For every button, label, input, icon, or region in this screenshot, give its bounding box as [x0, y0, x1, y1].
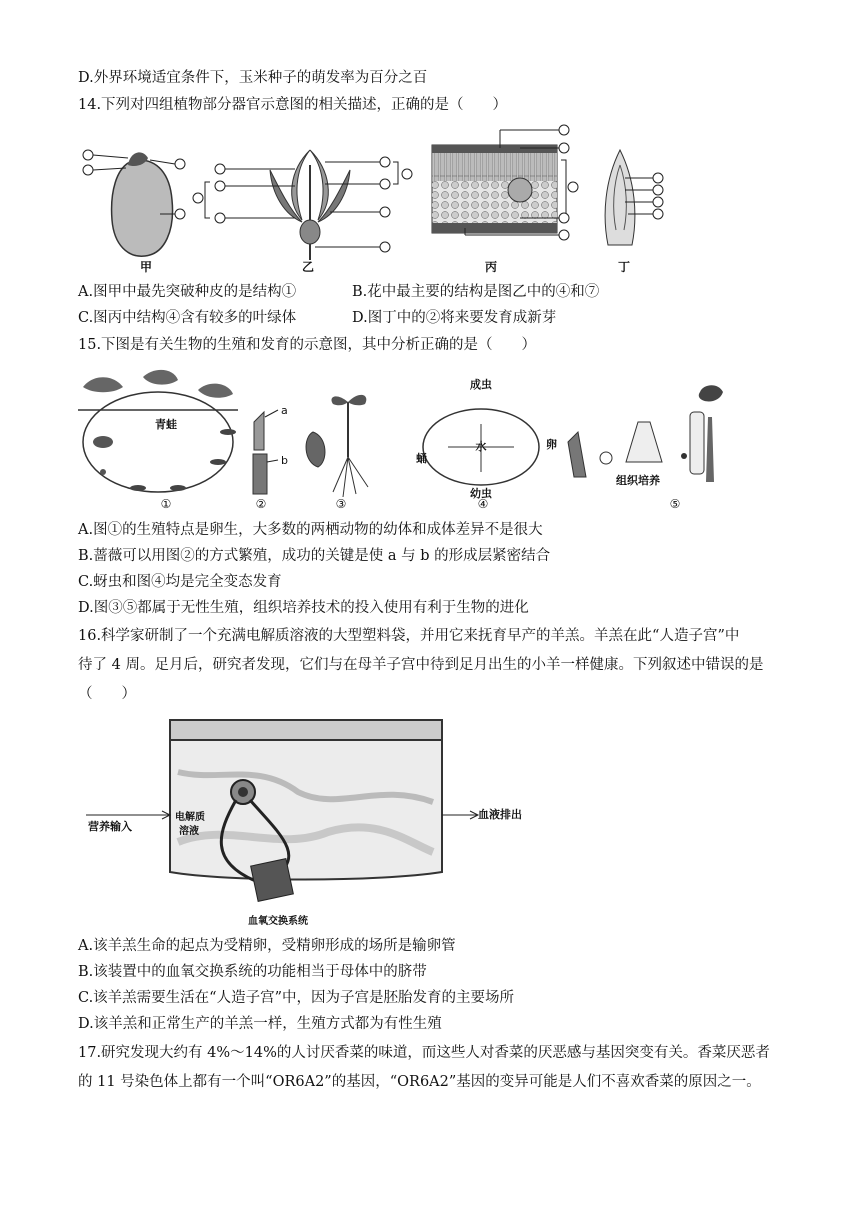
- q16-option-c: C.该羊羔需要生活在“人造子宫”中，因为子宫是胚胎发育的主要场所: [78, 990, 515, 1006]
- solution-label-2: 溶液: [179, 826, 199, 837]
- insect-pupa-label: 蛹: [416, 452, 427, 465]
- q13-option-d: D.外界环境适宜条件下，玉米种子的萌发率为百分之百: [78, 70, 428, 86]
- insect-water-label: 水: [475, 440, 487, 453]
- q14-figure: [80, 120, 690, 275]
- blood-out-label: 血液排出: [478, 808, 522, 821]
- svg-text:④: ④: [477, 497, 489, 511]
- fig-label-yi: 乙: [302, 260, 315, 274]
- graft-label-a: a: [281, 404, 288, 417]
- seed-diagram: [83, 150, 185, 256]
- fig-label-ding: 丁: [618, 260, 631, 274]
- fig-label-jia: 甲: [140, 260, 153, 274]
- nutrient-input-label: 营养输入: [88, 820, 132, 833]
- q15-figure-numbers: [161, 497, 681, 511]
- svg-text:⑤: ⑤: [669, 497, 681, 511]
- q14-option-b: B.花中最主要的结构是图乙中的④和⑦: [352, 284, 600, 300]
- q14-option-d: D.图丁中的②将来要发育成新芽: [352, 310, 557, 326]
- tissue-culture-label: 组织培养: [616, 474, 660, 487]
- insect-adult-label: 成虫: [470, 378, 492, 391]
- bud-diagram: [605, 150, 663, 245]
- insect-cycle-diagram: [416, 377, 557, 500]
- svg-text:①: ①: [160, 497, 172, 511]
- q14-option-c: C.图丙中结构④含有较多的叶绿体: [78, 310, 297, 326]
- frog-cycle-diagram: [78, 370, 238, 492]
- q14-option-a: A.图甲中最先突破种皮的是结构①: [78, 284, 297, 300]
- q17-line2: 的 11 号染色体上都有一个叫“OR6A2”的基因，“OR6A2”基因的变异可能是人们不喜欢香菜的原因之一。: [78, 1074, 761, 1090]
- artificial-womb-figure: [78, 712, 522, 930]
- q16-option-b: B.该装置中的血氧交换系统的功能相当于母体中的脐带: [78, 964, 427, 980]
- solution-label-1: 电解质: [175, 812, 205, 823]
- tissue-culture-diagram: [568, 385, 723, 487]
- oxygen-exchange-label: 血氧交换系统: [248, 916, 308, 927]
- frog-label: 青蛙: [155, 418, 177, 431]
- svg-text:③: ③: [335, 497, 347, 511]
- svg-text:②: ②: [255, 497, 267, 511]
- q15-stem: 15.下图是有关生物的生殖和发育的示意图，其中分析正确的是（ ）: [78, 337, 537, 353]
- flower-diagram: [193, 150, 412, 260]
- seedling-diagram: [306, 395, 368, 497]
- graft-label-b: b: [281, 454, 288, 467]
- q14-stem: 14.下列对四组植物部分器官示意图的相关描述，正确的是（ ）: [78, 97, 508, 113]
- insect-larva-label: 幼虫: [470, 487, 492, 500]
- insect-egg-label: 卵: [546, 438, 557, 451]
- q16-stem-line1: 16.科学家研制了一个充满电解质溶液的大型塑料袋，并用它来抚育早产的羊羔。羊羔在此“人造子宫”中: [78, 628, 740, 644]
- leaf-section-diagram: [432, 125, 578, 240]
- q15-option-d: D.图③⑤都属于无性生殖，组织培养技术的投入使用有利于生物的进化: [78, 600, 529, 616]
- q16-stem-line3: （ ）: [78, 686, 136, 702]
- q15-option-c: C.蚜虫和图④均是完全变态发育: [78, 574, 282, 590]
- q17-line1: 17.研究发现大约有 4%～14%的人讨厌香菜的味道，而这些人对香菜的厌恶感与基因突变有关。香菜厌恶者: [78, 1045, 770, 1061]
- q15-option-a: A.图①的生殖特点是卵生，大多数的两栖动物的幼体和成体差异不是很大: [78, 522, 543, 538]
- q16-stem-line2: 待了 4 周。足月后，研究者发现，它们与在母羊子宫中待到足月出生的小羊一样健康。下列叙述中错误的是: [78, 657, 764, 673]
- fig-label-bing: 丙: [485, 260, 498, 274]
- q15-option-b: B.蔷薇可以用图②的方式繁殖，成功的关键是使 a 与 b 的形成层紧密结合: [78, 548, 551, 564]
- grafting-diagram: [253, 404, 288, 494]
- q16-option-d: D.该羊羔和正常生产的羊羔一样，生殖方式都为有性生殖: [78, 1016, 442, 1032]
- q16-option-a: A.该羊羔生命的起点为受精卵，受精卵形成的场所是输卵管: [78, 938, 456, 954]
- q15-figure: [78, 362, 738, 512]
